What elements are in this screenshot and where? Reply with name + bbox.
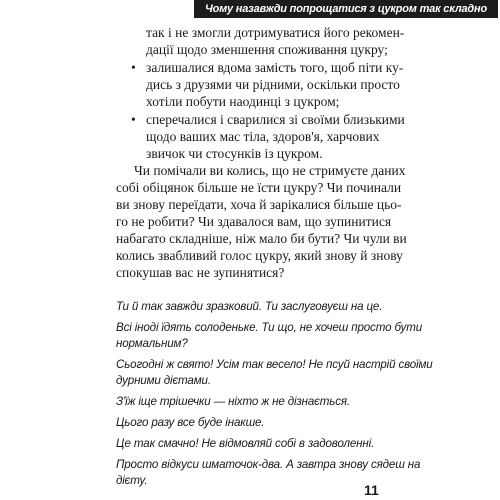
dialog-line: Просто відкуси шматочок-два. А завтра знову сядеш на [116, 458, 421, 471]
list-line: щодо ваших мас тіла, здоров'я, харчових [146, 129, 380, 144]
paragraph-line: спокушав вас не зупинятися? [116, 265, 285, 280]
dialog-line: З'їж іще трішечки — ніхто ж не дізнається. [116, 395, 350, 408]
bullet-marker: • [131, 112, 136, 127]
dialog-line: Ти й так завжди зразковий. Ти заслуговуєш на це. [116, 300, 383, 313]
dialog-line: нормальним? [116, 337, 188, 350]
running-header: Чому назавжди попрощатися з цукром так складно [194, 0, 498, 18]
list-line: дації щодо зменшення споживання цукру; [146, 42, 388, 57]
list-line: дись з друзями чи рідними, оскільки просто [146, 77, 400, 92]
bullet-marker: • [131, 60, 136, 75]
dialog-line: дієту. [116, 474, 148, 487]
list-line: хотіли побути наодинці з цукром; [146, 94, 340, 109]
paragraph-line: ви знову переїдати, хоча й зарікалися більше цьо- [116, 197, 402, 212]
dialog-line: Це так смачно! Не відмовляй собі в задоволенні. [116, 437, 375, 450]
dialog-line: Цього разу все буде інакше. [116, 416, 265, 429]
dialog-line: Всі іноді їдять солоденьке. Ти що, не хочеш просто бути [116, 321, 423, 334]
list-line: звичок чи стосунків із цукром. [146, 146, 323, 161]
paragraph-line: го не робити? Чи здавалося вам, що зупинитися [116, 214, 392, 229]
dialog-line: дурними дієтами. [116, 374, 211, 387]
list-line: залишалися вдома замість того, щоб піти ку- [146, 60, 404, 75]
list-line: сперечалися і сварилися зі своїми близькими [146, 112, 405, 127]
dialog-line: Сьогодні ж свято! Усім так весело! Не псуй настрій своїми [116, 358, 433, 371]
paragraph-line: Чи помічали ви колись, що не стримуєте даних [134, 163, 406, 178]
list-line: так і не змогли дотримуватися його рекомен- [146, 25, 405, 40]
page-number: 11 [364, 482, 379, 498]
paragraph-line: колись звабливий голос цукру, який знову й знову [116, 248, 403, 263]
paragraph-line: собі обіцянок більше не їсти цукру? Чи починали [116, 180, 402, 195]
paragraph-line: набагато складніше, ніж мало би бути? Чи чули ви [116, 231, 407, 246]
